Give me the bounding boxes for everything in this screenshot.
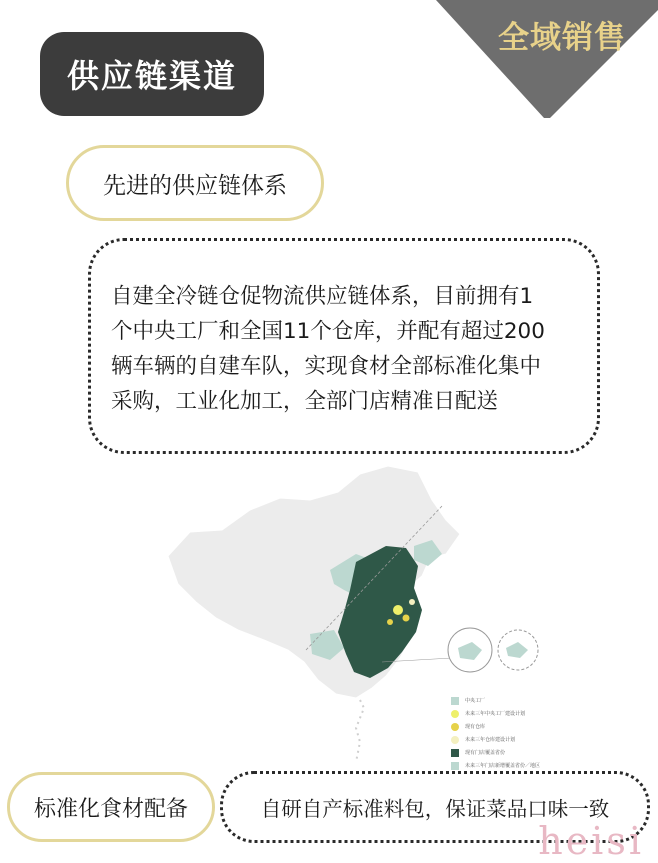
section-title: 供应链渠道 [40,32,264,116]
legend-swatch [451,762,459,770]
map-warehouse-marker [409,599,415,605]
watermark: heisi [538,819,644,863]
legend-label: 未来三年中央工厂建设计划 [465,711,526,717]
legend-label: 中央工厂 [465,698,486,704]
legend-label: 未来三年仓库建设计划 [465,737,516,743]
legend-item [451,694,631,707]
feature-text: 自研自产标准料包，保证菜品口味一致 [220,771,650,843]
map-factory-marker [393,605,403,615]
subsection-title: 先进的供应链体系 [66,145,324,221]
legend-label: 未来三年门店新增覆盖省份／地区 [465,763,541,769]
legend-label: 现有仓库 [465,724,486,730]
description-line: 辆车辆的自建车队，实现食材全部标准化集中 [111,354,542,379]
map-legend [451,694,631,772]
description-line: 个中央工厂和全国11个仓库，并配有超过200 [111,319,545,344]
map-islands [356,700,364,762]
legend-item [451,733,631,746]
map-warehouse-marker [387,619,393,625]
legend-item [451,746,631,759]
legend-swatch [451,710,459,718]
legend-swatch [451,697,459,705]
description-box [88,238,600,454]
map-warehouse-marker [403,615,410,622]
corner-banner-title: 全域销售 [498,20,626,56]
legend-swatch [451,736,459,744]
description-line: 自建全冷链仓促物流供应链体系，目前拥有1 [111,284,534,309]
legend-swatch [451,749,459,757]
legend-label: 现有门店覆盖省份 [465,750,506,756]
description-line: 采购，工业化加工，全部门店精准日配送 [111,389,499,414]
legend-item [451,707,631,720]
map-base-region [168,466,460,698]
corner-banner [410,0,658,118]
feature-label: 标准化食材配备 [7,772,215,842]
legend-swatch [451,723,459,731]
legend-item [451,720,631,733]
